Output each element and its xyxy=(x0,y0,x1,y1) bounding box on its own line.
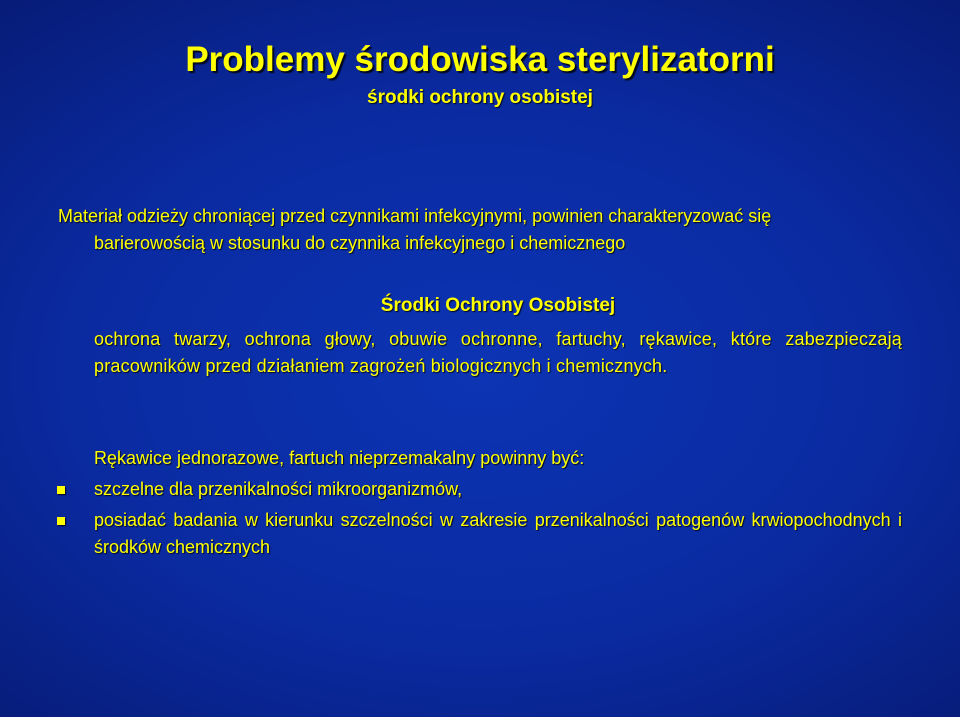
intro-line-2: barierowością w stosunku do czynnika infekcyjnego i chemicznego xyxy=(94,233,626,253)
intro-line-1: Materiał odzieży chroniącej przed czynnikami infekcyjnymi, powinien charakteryzować się xyxy=(58,206,772,226)
intro-paragraph xyxy=(58,203,908,257)
square-bullet-icon xyxy=(57,517,65,525)
ppe-description: ochrona twarzy, ochrona głowy, obuwie ochronne, fartuchy, rękawice, które zabezpieczają pracowników przed działaniem zagrożeń biologicznych i chemicznych. xyxy=(94,329,902,376)
slide-subtitle: środki ochrony osobistej xyxy=(367,87,593,108)
list-item-text: szczelne dla przenikalności mikroorganizmów, xyxy=(94,479,463,499)
section-heading: Środki Ochrony Osobistej xyxy=(380,295,616,316)
requirements-list xyxy=(0,476,960,561)
slide-title: Problemy środowiska sterylizatorni xyxy=(185,40,775,79)
gloves-intro: Rękawice jednorazowe, fartuch nieprzemakalny powinny być: xyxy=(94,448,585,468)
list-item xyxy=(0,476,902,503)
list-item-text: posiadać badania w kierunku szczelności w zakresie przenikalności patogenów krwiopochodnych i środków chemicznych xyxy=(94,510,902,557)
square-bullet-icon xyxy=(57,486,65,494)
list-item xyxy=(0,507,902,561)
